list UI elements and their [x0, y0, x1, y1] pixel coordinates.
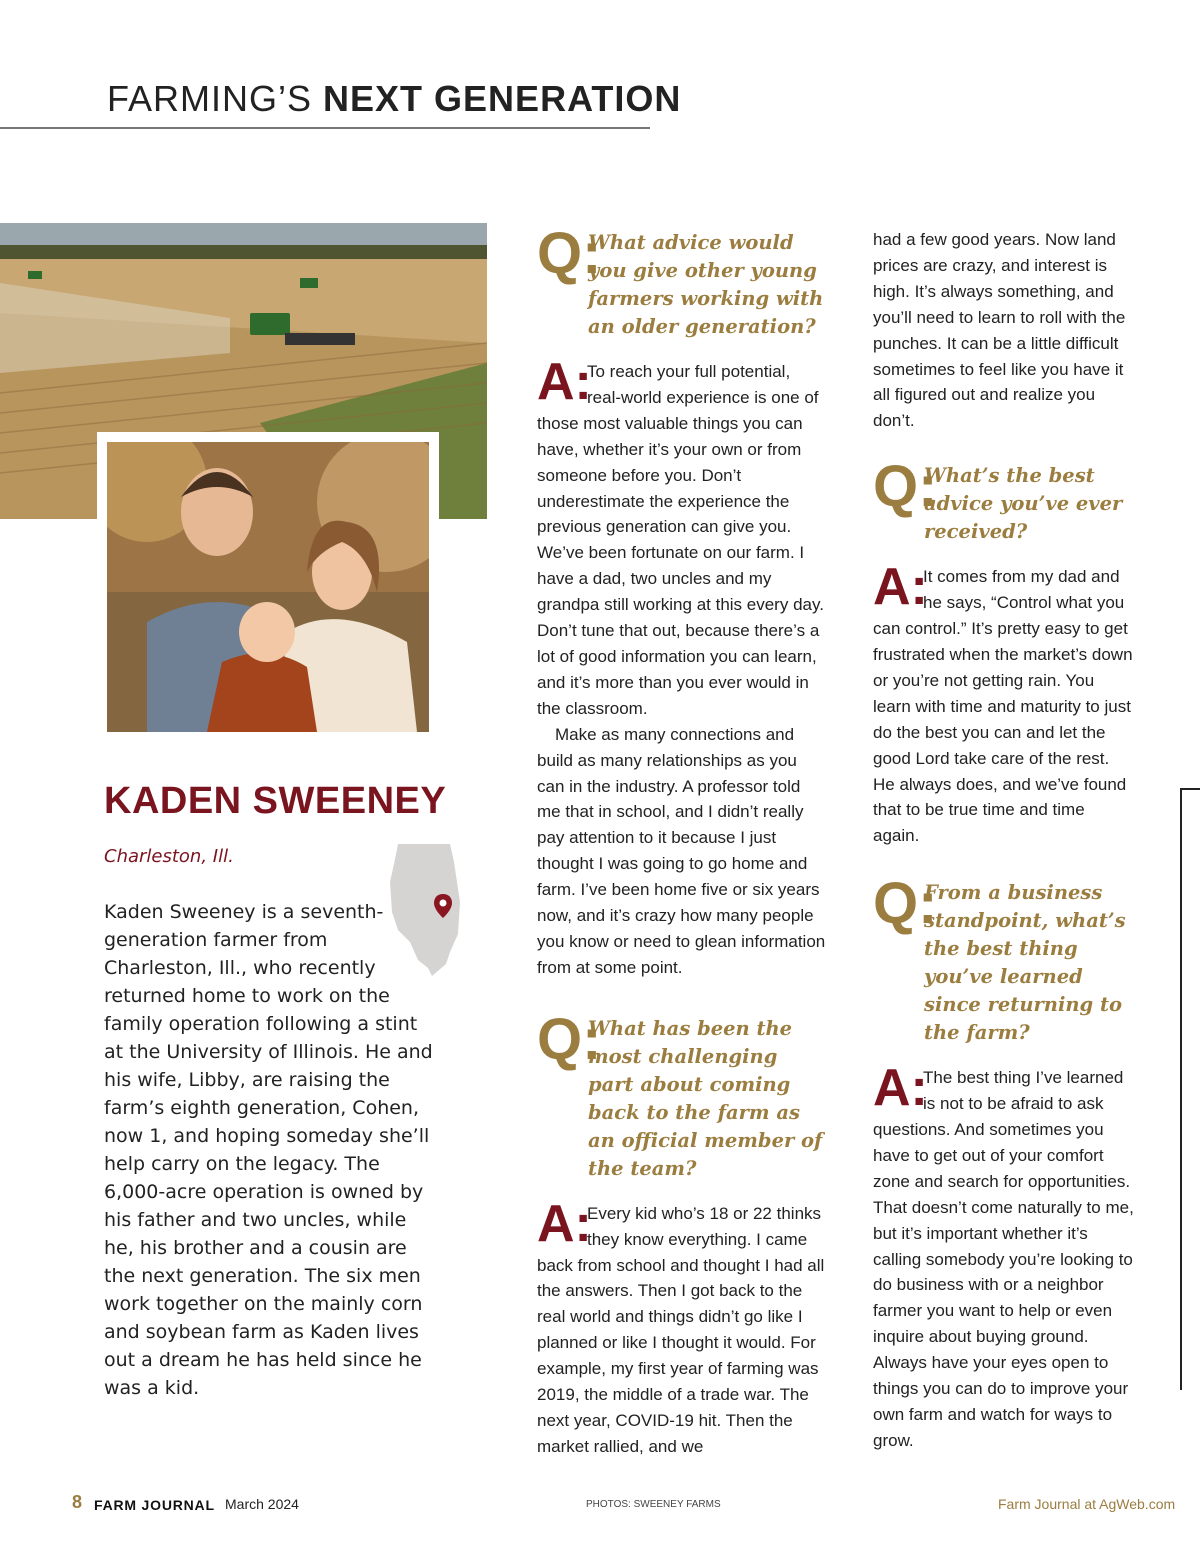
answer-4 [873, 1059, 1135, 1454]
answer-text: It comes from my dad and he says, “Control what you can control.” It’s pretty easy to get frustrated when the market’s down or you’re not getting rain. You learn with time and maturity to just do the best you can and let the good Lord take care of the rest. He always does, and we’ve found that to be true time and time again. [873, 567, 1133, 846]
page-number: 8 [72, 1492, 83, 1512]
answer-marker: A: [873, 558, 928, 617]
answer-3 [873, 558, 1135, 849]
answer-text: The best thing I’ve learned is not to be afraid to ask questions. And sometimes you have to get out of your comfort zone and search for opportunities. That doesn’t come naturally to me, but it’s important whether it’s calling somebody you’re looking to do business with or a neighbor farmer you want to help or even inquire about buying ground. Always have your eyes open to things you can do to improve your own farm and watch for ways to grow. [873, 1068, 1134, 1450]
magazine-name: FARM JOURNAL [94, 1497, 215, 1513]
question-text: What’s the best advice you’ve ever received? [924, 464, 1123, 544]
question-1 [537, 221, 827, 341]
section-title-light: FARMING’S [107, 78, 313, 119]
answer-text-paragraph-2: Make as many connections and build as many relationships as you can in the industry. A professor told me that in school, and I didn’t really pay attention to it because I just thought I was going to go home and farm. I’ve been home five or six years now, and it’s crazy how many people you know or need to glean information from at some point. [537, 724, 826, 977]
question-text: From a business standpoint, what’s the best thing you’ve learned since returning to the farm? [924, 881, 1126, 1045]
question-marker: Q: [537, 221, 602, 286]
question-text: What has been the most challenging part about coming back to the farm as an official member of the team? [588, 1016, 823, 1180]
question-3 [873, 454, 1135, 546]
answer-marker: A: [873, 1059, 928, 1118]
question-marker: Q: [873, 871, 938, 937]
answer-marker: A: [537, 1194, 592, 1253]
photo-credit: PHOTOS: SWEENEY FARMS [586, 1499, 721, 1510]
answer-text: Every kid who’s 18 or 22 thinks they know everything. I came back from school and thought I had all the answers. Then I got back to the real world and things didn’t go like I planned or like I thought it would. For example, my first year of farming was 2019, the middle of a trade war. The next year, COVID-19 hit. Then the market rallied, and we [537, 1203, 825, 1456]
answer-marker: A: [537, 353, 592, 411]
article-column-2 [537, 221, 827, 1460]
question-text: What advice would you give other young farmers working with an older generation? [588, 231, 824, 338]
profile-name: KADEN SWEENEY [104, 780, 447, 822]
answer-text: To reach your full potential, real-world experience is one of those most valuable things you can have, whether it’s your own or from someone before you. Don’t underestimate the experience the previous generation can give you. We’ve been fortunate on our farm. I have a dad, two uncles and my grandpa still working at this every day. Don’t tune that out, because there’s a lot of good information you can learn, and it’s more than you ever would in the classroom. [537, 362, 824, 718]
question-2 [537, 1006, 827, 1183]
section-title-bold: NEXT GENERATION [323, 78, 682, 119]
page-edge-bracket [1180, 788, 1200, 1390]
profile-location: Charleston, Ill. [104, 846, 234, 867]
section-title [107, 78, 681, 120]
header-divider [0, 127, 650, 129]
profile-bio: Kaden Sweeney is a seventh-generation farmer from Charleston, Ill., who recently returned home to work on the family operation following a stint at the University of Illinois. He and his wife, Libby, are raising the farm’s eighth generation, Cohen, now 1, and hoping someday she’ll help carry on the legacy. The 6,000-acre operation is owned by his father and two uncles, while he, his brother and a cousin are the next generation. The six men work together on the mainly corn and soybean farm as Kaden lives out a dream he has held since he was a kid. [104, 901, 433, 1399]
answer-2 [537, 1194, 827, 1460]
question-4 [873, 871, 1135, 1047]
website-credit: Farm Journal at AgWeb.com [998, 1496, 1176, 1512]
question-marker: Q: [873, 454, 938, 520]
question-marker: Q: [537, 1006, 602, 1072]
article-column-3 [873, 227, 1135, 1454]
answer-2-continued: had a few good years. Now land prices are crazy, and interest is high. It’s always something, and you’ll need to learn to roll with the punches. It can be a little difficult sometimes to feel like you have it all figured out and realize you don’t. [873, 230, 1126, 431]
issue-date: March 2024 [225, 1496, 299, 1512]
family-portrait-photo [107, 442, 429, 732]
answer-1 [537, 353, 827, 981]
